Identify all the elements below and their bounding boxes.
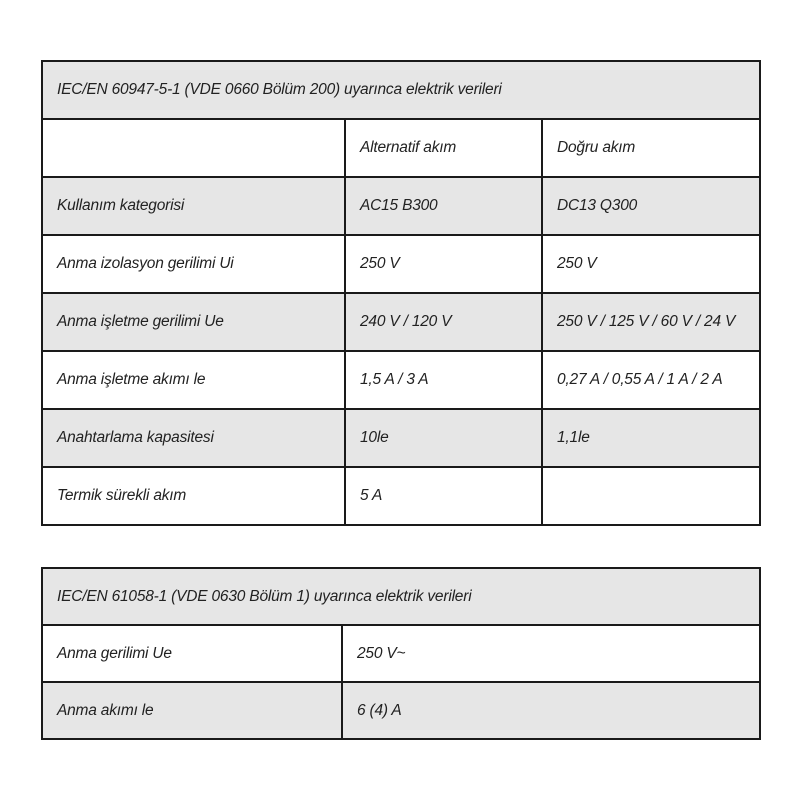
table-row xyxy=(42,293,760,351)
row-label: Anma akımı le xyxy=(42,682,342,739)
table-row xyxy=(42,351,760,409)
table-row xyxy=(42,409,760,467)
row-label: Termik sürekli akım xyxy=(42,467,345,525)
table-title-row xyxy=(42,568,760,625)
table-row xyxy=(42,467,760,525)
row-label: Anma işletme akımı le xyxy=(42,351,345,409)
header-cell-dc: Doğru akım xyxy=(542,119,760,177)
iec-60947-table xyxy=(41,60,761,526)
header-cell-empty xyxy=(42,119,345,177)
dc-value xyxy=(542,467,760,525)
table-title: IEC/EN 60947-5-1 (VDE 0660 Bölüm 200) uyarınca elektrik verileri xyxy=(42,61,760,119)
row-label: Anma izolasyon gerilimi Ui xyxy=(42,235,345,293)
table-row xyxy=(42,235,760,293)
ac-value: AC15 B300 xyxy=(345,177,542,235)
iec-61058-table xyxy=(41,567,761,740)
ac-value: 5 A xyxy=(345,467,542,525)
header-cell-ac: Alternatif akım xyxy=(345,119,542,177)
table-row xyxy=(42,625,760,682)
table-header-row xyxy=(42,119,760,177)
row-label: Kullanım kategorisi xyxy=(42,177,345,235)
ac-value: 240 V / 120 V xyxy=(345,293,542,351)
row-label: Anma gerilimi Ue xyxy=(42,625,342,682)
row-label: Anma işletme gerilimi Ue xyxy=(42,293,345,351)
table-title-row xyxy=(42,61,760,119)
dc-value: 250 V / 125 V / 60 V / 24 V xyxy=(542,293,760,351)
dc-value: 1,1le xyxy=(542,409,760,467)
ac-value: 10le xyxy=(345,409,542,467)
row-value: 250 V~ xyxy=(342,625,760,682)
ac-value: 250 V xyxy=(345,235,542,293)
dc-value: 0,27 A / 0,55 A / 1 A / 2 A xyxy=(542,351,760,409)
ac-value: 1,5 A / 3 A xyxy=(345,351,542,409)
table-row xyxy=(42,682,760,739)
dc-value: DC13 Q300 xyxy=(542,177,760,235)
table-title: IEC/EN 61058-1 (VDE 0630 Bölüm 1) uyarınca elektrik verileri xyxy=(42,568,760,625)
dc-value: 250 V xyxy=(542,235,760,293)
row-value: 6 (4) A xyxy=(342,682,760,739)
table-row xyxy=(42,177,760,235)
row-label: Anahtarlama kapasitesi xyxy=(42,409,345,467)
